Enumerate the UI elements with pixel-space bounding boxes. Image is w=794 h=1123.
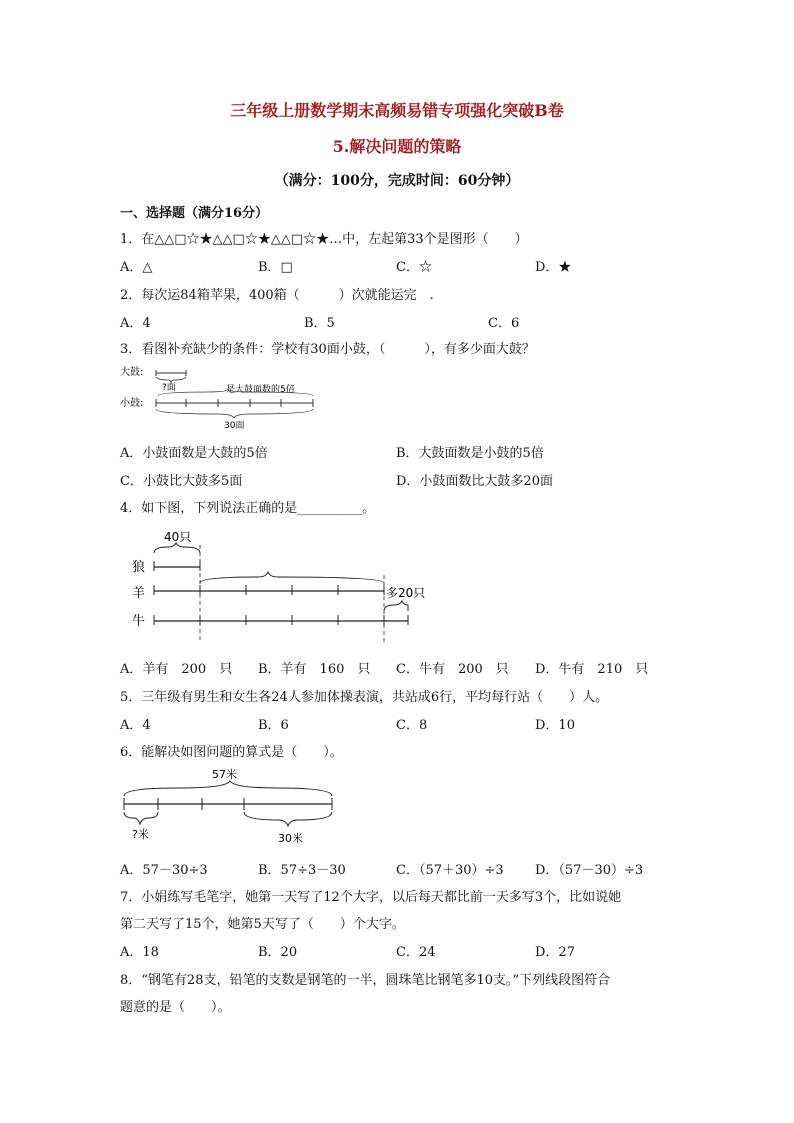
q4-wolf-qty: 40只 [164,530,192,544]
q3-option-d[interactable]: D．小鼓面数比大鼓多20面 [396,474,553,489]
q3-big-drum-qty: ?面 [162,383,176,393]
q2-option-c[interactable]: C．6 [488,316,520,331]
question-6-stem: 6．能解决如图问题的算式是（ ）。 [120,745,343,760]
q4-sheep-label: 羊 [132,586,146,601]
score-info: （满分：100分，完成时间：60分钟） [274,173,520,189]
question-5-stem: 5．三年级有男生和女生各24人参加体操表演，共站成6行，平均每行站（ ）人。 [120,690,609,705]
q1-option-b[interactable]: B．□ [258,260,293,275]
question-7-stem-line2: 第二天写了15个，她第5天写了（ ）个大字。 [120,917,405,932]
q4-option-a[interactable]: A．羊有 200 只 [120,662,233,677]
q6-option-d[interactable]: D．（57－30）÷3 [535,863,644,878]
q6-unknown-label: ?米 [132,828,149,841]
q6-known-label: 30米 [278,832,303,845]
question-2-stem: 2．每次运84箱苹果，400箱（ ）次就能运完 . [120,288,434,303]
q6-option-a[interactable]: A．57－30÷3 [120,863,208,878]
question-4-stem: 4．如下图，下列说法正确的是__________。 [120,501,376,516]
q2-option-b[interactable]: B．5 [304,316,335,331]
q3-big-drum-label: 大鼓: [120,367,144,378]
q4-cow-label: 牛 [132,614,146,629]
question-8-stem-line2: 题意的是（ ）。 [120,1000,231,1015]
q5-option-c[interactable]: C．8 [396,718,428,733]
q4-option-c[interactable]: C．牛有 200 只 [396,662,509,677]
question-3-stem: 3．看图补充缺少的条件：学校有30面小鼓，（ ），有多少面大鼓？ [120,342,535,357]
question-8-stem-line1: 8．“钢笔有28支，铅笔的支数是钢笔的一半，圆珠笔比钢笔多10支。”下列线段图符合 [120,973,611,988]
q1-option-d[interactable]: D．★ [535,260,572,275]
q1-option-a[interactable]: A．△ [120,260,153,275]
q3-segment-figure [118,362,328,430]
question-7-stem-line1: 7．小娟练写毛笔字，她第一天写了12个大字，以后每天都比前一天多写3个，比如说她 [120,890,622,905]
q3-option-b[interactable]: B．大鼓面数是小鼓的5倍 [396,446,544,461]
q4-segment-figure [128,525,448,645]
q2-option-a[interactable]: A．4 [120,316,151,331]
q7-option-c[interactable]: C．24 [396,945,436,960]
q6-option-c[interactable]: C．（57＋30）÷3 [396,863,504,878]
q6-segment-figure [118,764,338,846]
q3-option-c[interactable]: C．小鼓比大鼓多5面 [120,474,243,489]
q4-extra-label: 多20只 [386,586,426,600]
q4-option-d[interactable]: D．牛有 210 只 [535,662,649,677]
page-subtitle: 5.解决问题的策略 [332,137,462,156]
q5-option-d[interactable]: D．10 [535,718,575,733]
q1-option-c[interactable]: C．☆ [396,260,432,275]
q7-option-a[interactable]: A．18 [120,945,159,960]
question-1-stem: 1．在△△□☆★△△□☆★△△□☆★…中，左起第33个是图形（ ） [120,232,528,247]
q4-wolf-label: 狼 [132,560,146,575]
q3-total-label: 30面 [224,421,245,430]
q4-option-b[interactable]: B．羊有 160 只 [258,662,371,677]
q6-option-b[interactable]: B．57÷3－30 [258,863,346,878]
q6-total-label: 57米 [212,768,237,781]
q7-option-b[interactable]: B．20 [258,945,298,960]
q3-small-drum-label: 小鼓: [120,398,144,409]
q5-option-b[interactable]: B．6 [258,718,289,733]
page-title: 三年级上册数学期末高频易错专项强化突破B卷 [230,101,564,120]
q5-option-a[interactable]: A．4 [120,718,151,733]
q3-option-a[interactable]: A．小鼓面数是大鼓的5倍 [120,446,268,461]
q7-option-d[interactable]: D．27 [535,945,575,960]
section-heading: 一、选择题（满分16分） [120,206,269,221]
q3-multiple-note: 是大鼓面数的5倍 [226,385,295,395]
